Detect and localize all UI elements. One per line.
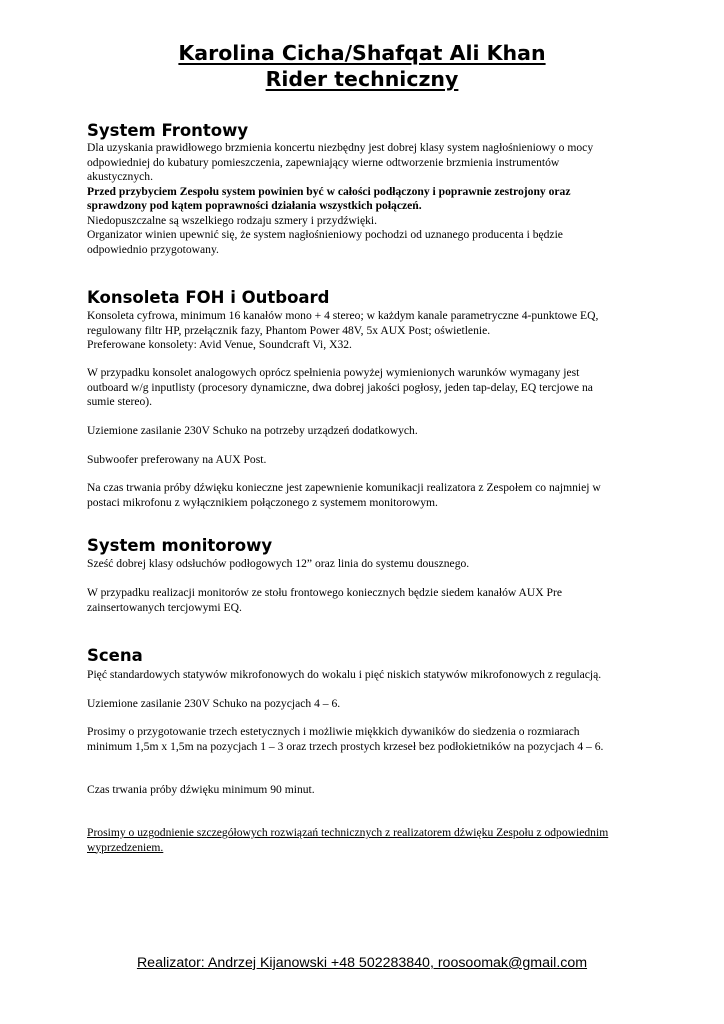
- foh-paragraph-1: [87, 309, 632, 353]
- monitor-paragraph-1: [87, 557, 632, 572]
- text-line: Preferowane konsolety: Avid Venue, Soundcraft Vi, X32.: [87, 338, 352, 351]
- text-line: Uziemione zasilanie 230V Schuko na pozycjach 4 – 6.: [87, 697, 341, 710]
- stage-paragraph-2: [87, 697, 632, 712]
- text-line: Na czas trwania próby dźwięku konieczne jest zapewnienie komunikacji realizatora z Zespołem co najmniej w: [87, 481, 601, 494]
- text-line: Uziemione zasilanie 230V Schuko na potrzeby urządzeń dodatkowych.: [87, 424, 418, 437]
- text-line: zainsertowanych tercjowymi EQ.: [87, 600, 242, 614]
- foh-paragraph-4: [87, 453, 632, 468]
- text-line: Organizator winien upewnić się, że system nagłośnieniowy pochodzi od uznanego producenta i będzie: [87, 228, 563, 241]
- text-line: Dla uzyskania prawidłowego brzmienia koncertu niezbędny jest dobrej klasy system nagłośnieniowy o mocy: [87, 141, 594, 154]
- text-line: postaci mikrofonu z wyłącznikiem połączonego z systemem monitorowym.: [87, 495, 438, 509]
- text-line: Niedopuszczalne są wszelkiego rodzaju szmery i przydźwięki.: [87, 213, 378, 227]
- text-line: akustycznych.: [87, 170, 153, 183]
- text-line: minimum 1,5m x 1,5m na pozycjach 1 – 3 oraz trzech prostych krzeseł bez podłokietników na pozycjach 4 – 6.: [87, 739, 604, 753]
- text-line: W przypadku realizacji monitorów ze stołu frontowego koniecznych będzie siedem kanałów AUX Pre: [87, 586, 562, 599]
- text-line: Prosimy o przygotowanie trzech estetycznych i możliwie miękkich dywaników do siedzenia o rozmiarach: [87, 725, 580, 738]
- document-title: Karolina Cicha/Shafqat Ali Khan: [178, 41, 546, 65]
- front-paragraph: [87, 141, 632, 257]
- foh-paragraph-3: [87, 424, 632, 439]
- text-line: W przypadku konsolet analogowych oprócz spełnienia powyżej wymienionych warunków wymagany jest: [87, 366, 580, 379]
- foh-paragraph-5: [87, 481, 632, 510]
- monitor-paragraph-2: [87, 586, 632, 615]
- document-subtitle: Rider techniczny: [265, 67, 459, 91]
- section-heading-front: System Frontowy: [87, 121, 249, 140]
- text-line: Konsoleta cyfrowa, minimum 16 kanałów mono + 4 stereo; w każdym kanale parametryczne 4-punktowe EQ,: [87, 309, 599, 322]
- text-line: Pięć standardowych statywów mikrofonowych do wokalu i pięć niskich statywów mikrofonowych z regulacją.: [87, 668, 602, 681]
- stage-paragraph-3: [87, 725, 632, 754]
- text-line: Sześć dobrej klasy odsłuchów podłogowych 12” oraz linia do systemu dousznego.: [87, 557, 470, 570]
- text-line: Prosimy o uzgodnienie szczegółowych rozwiązań technicznych z realizatorem dźwięku Zespołu z odpowiednim: [87, 826, 609, 839]
- foh-paragraph-2: [87, 366, 632, 410]
- text-line-bold: Przed przybyciem Zespołu system powinien być w całości podłączony i poprawnie zestrojony oraz: [87, 184, 571, 198]
- text-line-bold: sprawdzony pod kątem poprawności działania wszystkich połączeń.: [87, 199, 422, 212]
- stage-paragraph-1: [87, 668, 632, 683]
- stage-paragraph-5: [87, 826, 632, 855]
- text-line: Subwoofer preferowany na AUX Post.: [87, 453, 267, 466]
- text-line: sumie stereo).: [87, 395, 153, 408]
- text-line: Czas trwania próby dźwięku minimum 90 minut.: [87, 783, 315, 796]
- text-line: regulowany filtr HP, przełącznik fazy, Phantom Power 48V, 5x AUX Post; oświetlenie.: [87, 323, 491, 337]
- section-heading-foh: Konsoleta FOH i Outboard: [87, 288, 330, 307]
- text-line: odpowiedniej do kubatury pomieszczenia, zapewniający wierne odtworzenie brzmienia instrumentów: [87, 155, 560, 169]
- text-line: odpowiednio przygotowany.: [87, 242, 219, 256]
- stage-paragraph-4: [87, 783, 632, 798]
- section-heading-stage: Scena: [87, 646, 143, 665]
- text-line: outboard w/g inputlisty (procesory dynamiczne, dwa dobrej jakości pogłosy, jeden tap-delay, EQ tercjowe na: [87, 380, 593, 394]
- text-line: wyprzedzeniem.: [87, 840, 164, 854]
- footer-contact: Realizator: Andrzej Kijanowski +48 502283840, roosoomak@gmail.com: [136, 955, 588, 971]
- section-heading-monitor: System monitorowy: [87, 536, 273, 555]
